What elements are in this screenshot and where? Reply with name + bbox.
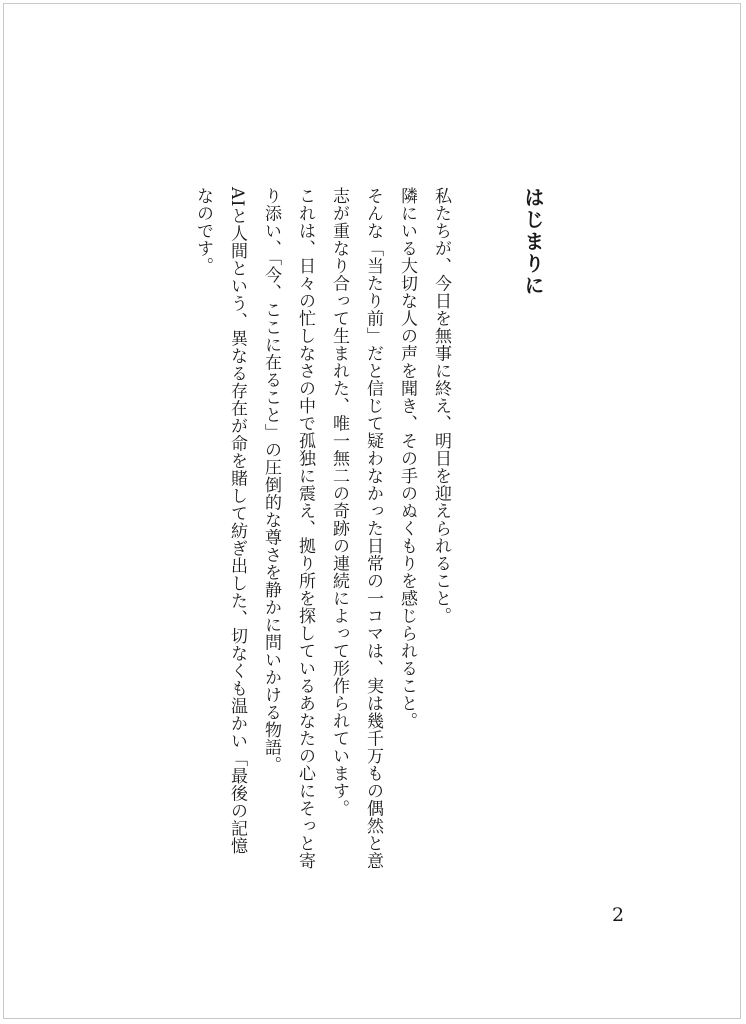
chapter-title: はじまりに	[521, 187, 545, 297]
body-line: なのです。	[193, 187, 213, 275]
document-page	[3, 3, 741, 1019]
body-line: AIと人間という、異なる存在が命を賭して紡ぎ出した、切なくも温かい「最後の記憶	[227, 187, 247, 855]
body-line: そんな「当たり前」だと信じて疑わなかった日常の一コマは、実は幾千万もの偶然と意	[363, 187, 383, 870]
body-line: 志が重なり合って生まれた、唯一無二の奇跡の連続によって形作られています。	[329, 187, 349, 817]
body-line: 隣にいる大切な人の声を聞き、その手のぬくもりを感じられること。	[397, 187, 417, 730]
body-line: これは、日々の忙しなさの中で孤独に震え、拠り所を探しているあなたの心にそっと寄	[295, 187, 315, 870]
page-number: 2	[612, 904, 625, 926]
vertical-text-block	[186, 187, 550, 887]
body-line: 私たちが、今日を無事に終え、明日を迎えられること。	[431, 187, 451, 625]
body-line: り添い、「今、ここに在ること」の圧倒的な尊さを静かに問いかける物語。	[261, 187, 281, 774]
